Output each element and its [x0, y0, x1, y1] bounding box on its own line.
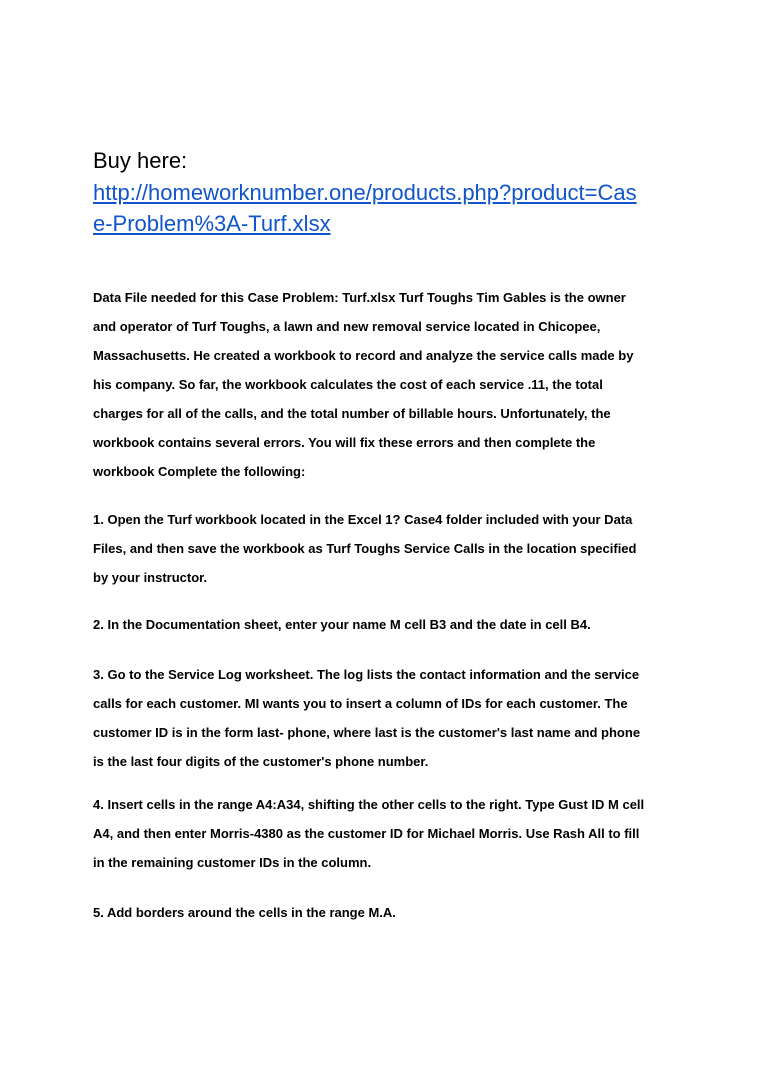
- paragraph-line: Files, and then save the workbook as Turf Toughs Service Calls in the location specified: [93, 541, 637, 556]
- intro-paragraph: [93, 283, 693, 486]
- paragraph-line: and operator of Turf Toughs, a lawn and new removal service located in Chicopee,: [93, 319, 601, 334]
- paragraph-line: is the last four digits of the customer's phone number.: [93, 754, 429, 769]
- paragraph-line: 1. Open the Turf workbook located in the Excel 1? Case4 folder included with your Data: [93, 512, 633, 527]
- paragraph-line: 2. In the Documentation sheet, enter your name M cell B3 and the date in cell B4.: [93, 617, 591, 632]
- paragraph-line: 3. Go to the Service Log worksheet. The log lists the contact information and the service: [93, 667, 640, 682]
- paragraph-line: charges for all of the calls, and the total number of billable hours. Unfortunately, the: [93, 406, 611, 421]
- product-link-line-1[interactable]: http://homeworknumber.one/products.php?product=Cas: [93, 180, 637, 205]
- step-1-paragraph: [93, 505, 693, 592]
- paragraph-line: workbook Complete the following:: [93, 464, 306, 479]
- paragraph-line: A4, and then enter Morris-4380 as the customer ID for Michael Morris. Use Rash All to fill: [93, 826, 640, 841]
- product-link-line-2[interactable]: e-Problem%3A-Turf.xlsx: [93, 211, 331, 236]
- paragraph-line: 4. Insert cells in the range A4:A34, shifting the other cells to the right. Type Gust ID M cell: [93, 797, 645, 812]
- step-4-paragraph: [93, 790, 693, 877]
- paragraph-line: calls for each customer. MI wants you to insert a column of IDs for each customer. The: [93, 696, 628, 711]
- step-3-paragraph: [93, 660, 693, 776]
- paragraph-line: workbook contains several errors. You will fix these errors and then complete the: [93, 435, 596, 450]
- step-2-paragraph: [93, 610, 693, 639]
- paragraph-line: Data File needed for this Case Problem: Turf.xlsx Turf Toughs Tim Gables is the owner: [93, 290, 626, 305]
- paragraph-line: his company. So far, the workbook calculates the cost of each service .11, the total: [93, 377, 603, 392]
- paragraph-line: customer ID is in the form last- phone, where last is the customer's last name and phone: [93, 725, 641, 740]
- paragraph-line: by your instructor.: [93, 570, 208, 585]
- paragraph-line: 5. Add borders around the cells in the range M.A.: [93, 905, 396, 920]
- paragraph-line: Massachusetts. He created a workbook to record and analyze the service calls made by: [93, 348, 634, 363]
- buy-here-heading: Buy here:: [93, 148, 188, 173]
- paragraph-line: in the remaining customer IDs in the column.: [93, 855, 372, 870]
- step-5-paragraph: [93, 898, 693, 927]
